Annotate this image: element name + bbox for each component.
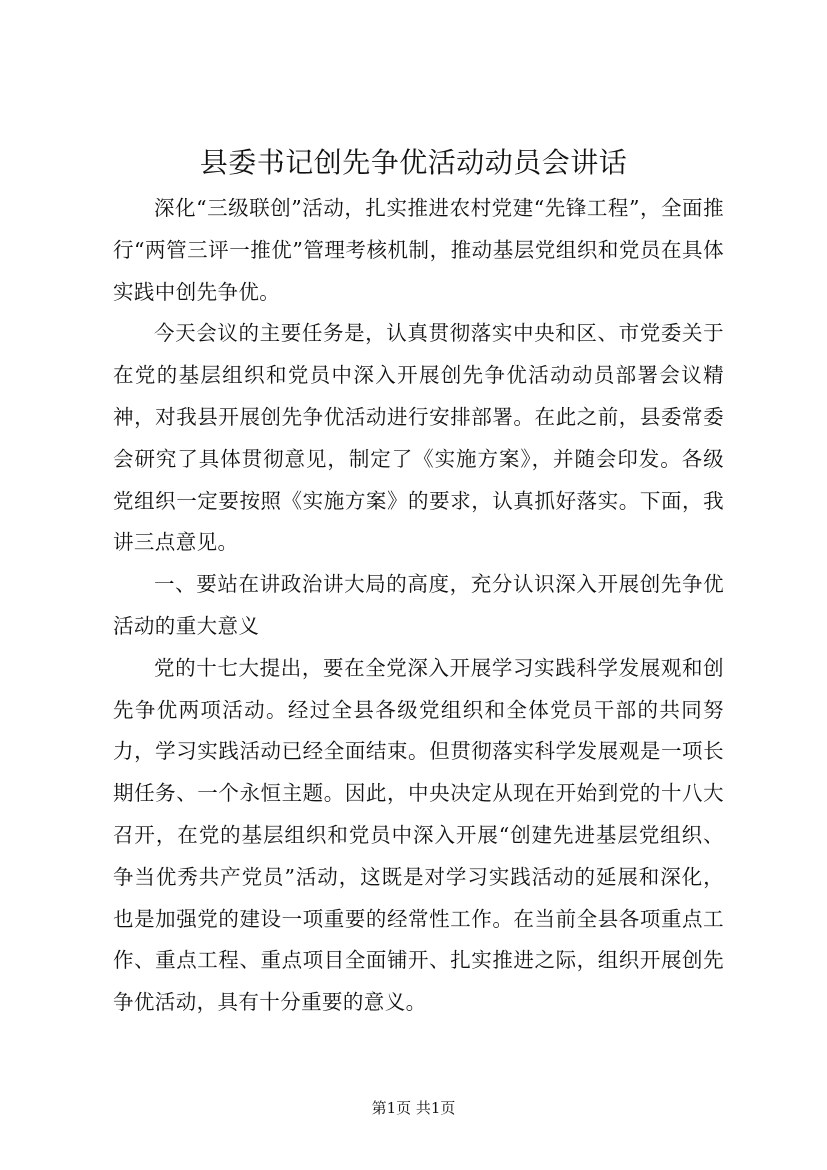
- section-heading-one: 一、要站在讲政治讲大局的高度，充分认识深入开展创先争优活动的重大意义: [113, 572, 724, 638]
- document-body: [113, 188, 724, 1024]
- document-title: 县委书记创先争优活动动员会讲话: [199, 146, 628, 179]
- paragraph-intro: 深化“三级联创”活动，扎实推进农村党建“先锋工程”，全面推行“两管三评一推优”管理考核机制，推动基层党组织和党员在具体实践中创先争优。: [113, 196, 724, 304]
- paragraph-significance: 党的十七大提出，要在全党深入开展学习实践科学发展观和创先争优两项活动。经过全县各级党组织和全体党员干部的共同努力，学习实践活动已经全面结束。但贯彻落实科学发展观是一项长期任务、一个永恒主题。因此，中央决定从现在开始到党的十八大召开，在党的基层组织和党员中深入开展“创建先进基层党组织、争当优秀共产党员”活动，这既是对学习实践活动的延展和深化，也是加强党的建设一项重要的经常性工作。在当前全县各项重点工作、重点工程、重点项目全面铺开、扎实推进之际，组织开展创先争优活动，具有十分重要的意义。: [113, 655, 724, 1015]
- page-footer: 第1页 共1页: [371, 1099, 456, 1117]
- paragraph-meeting-task: 今天会议的主要任务是，认真贯彻落实中央和区、市党委关于在党的基层组织和党员中深入开展创先争优活动动员部署会议精神，对我县开展创先争优活动进行安排部署。在此之前，县委常委会研究了具体贯彻意见，制定了《实施方案》，并随会印发。各级党组织一定要按照《实施方案》的要求，认真抓好落实。下面，我讲三点意见。: [113, 321, 724, 555]
